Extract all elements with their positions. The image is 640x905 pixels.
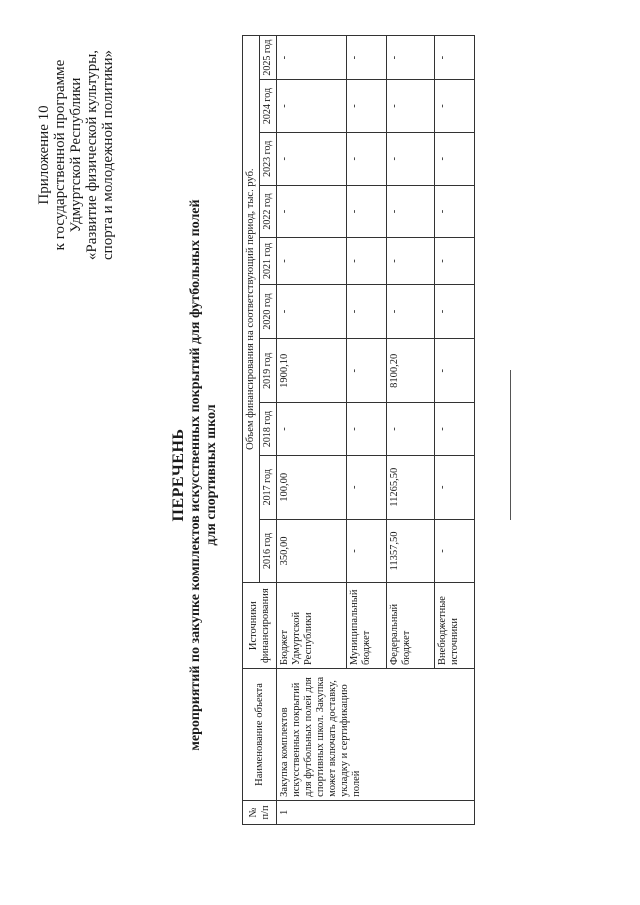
header-funding: Объем финансирования на соответствующий период, тыс. руб. bbox=[243, 36, 260, 583]
value-cell: - bbox=[435, 339, 475, 403]
table-row bbox=[277, 36, 347, 825]
value-cell: 100,00 bbox=[277, 455, 347, 519]
value-cell: 11265,50 bbox=[387, 455, 435, 519]
value-cell: - bbox=[435, 284, 475, 339]
source-cell: Муниципальный бюджет bbox=[347, 583, 387, 669]
funding-table bbox=[242, 35, 475, 825]
value-cell: - bbox=[435, 80, 475, 133]
value-cell: - bbox=[277, 36, 347, 80]
header-year: 2021 год bbox=[260, 238, 277, 284]
value-cell: - bbox=[387, 36, 435, 80]
value-cell: - bbox=[277, 132, 347, 185]
value-cell: - bbox=[387, 284, 435, 339]
object-name: Закупка комплектов искусственных покрытий для футбольных полей для спортивных школ. Закупка может включать доставку, укладку и сертификацию полей bbox=[277, 669, 475, 801]
header-source: Источники финансирования bbox=[243, 583, 277, 669]
appendix-line: к государственной программе bbox=[52, 59, 68, 251]
source-cell: Бюджет Удмуртской Республики bbox=[277, 583, 347, 669]
value-cell: - bbox=[347, 339, 387, 403]
header-year: 2023 год bbox=[260, 132, 277, 185]
value-cell: - bbox=[277, 185, 347, 238]
value-cell: - bbox=[347, 185, 387, 238]
document-title bbox=[170, 125, 220, 825]
value-cell: - bbox=[435, 519, 475, 583]
value-cell: - bbox=[347, 403, 387, 456]
value-cell: - bbox=[435, 455, 475, 519]
value-cell: - bbox=[347, 519, 387, 583]
value-cell: 1900,10 bbox=[277, 339, 347, 403]
value-cell: - bbox=[387, 80, 435, 133]
value-cell: - bbox=[347, 455, 387, 519]
header-year: 2016 год bbox=[260, 519, 277, 583]
value-cell: - bbox=[387, 238, 435, 284]
value-cell: - bbox=[347, 80, 387, 133]
appendix-note bbox=[36, 25, 116, 285]
title-main: ПЕРЕЧЕНЬ bbox=[170, 428, 187, 522]
appendix-line: «Развитие физической культуры, bbox=[84, 49, 100, 261]
value-cell: - bbox=[277, 80, 347, 133]
value-cell: - bbox=[435, 36, 475, 80]
header-year: 2017 год bbox=[260, 455, 277, 519]
header-year: 2024 год bbox=[260, 80, 277, 133]
appendix-line: Удмуртской Республики bbox=[68, 77, 84, 233]
signature-line bbox=[510, 370, 511, 520]
header-row-1 bbox=[243, 36, 260, 825]
header-object: Наименование объекта bbox=[243, 669, 277, 801]
appendix-line: Приложение 10 bbox=[36, 105, 52, 205]
row-number: 1 bbox=[277, 800, 475, 824]
value-cell: - bbox=[277, 284, 347, 339]
value-cell: - bbox=[347, 132, 387, 185]
value-cell: 11357,50 bbox=[387, 519, 435, 583]
header-year: 2020 год bbox=[260, 284, 277, 339]
title-sub-line1: мероприятий по закупке комплектов искусственных покрытий для футбольных полей bbox=[188, 199, 203, 751]
value-cell: - bbox=[435, 238, 475, 284]
value-cell: - bbox=[435, 185, 475, 238]
appendix-line: спорта и молодежной политики» bbox=[100, 50, 116, 260]
value-cell: - bbox=[435, 132, 475, 185]
header-year: 2025 год bbox=[260, 36, 277, 80]
value-cell: 8100,20 bbox=[387, 339, 435, 403]
value-cell: - bbox=[435, 403, 475, 456]
title-sub-line2: для спортивных школ bbox=[204, 404, 219, 546]
source-cell: Федеральный бюджет bbox=[387, 583, 435, 669]
source-cell: Внебюджетные источники bbox=[435, 583, 475, 669]
header-year: 2018 год bbox=[260, 403, 277, 456]
value-cell: - bbox=[277, 238, 347, 284]
value-cell: - bbox=[347, 238, 387, 284]
value-cell: - bbox=[347, 36, 387, 80]
header-year: 2022 год bbox=[260, 185, 277, 238]
value-cell: - bbox=[347, 284, 387, 339]
value-cell: - bbox=[387, 132, 435, 185]
value-cell: - bbox=[387, 185, 435, 238]
value-cell: - bbox=[277, 403, 347, 456]
value-cell: 350,00 bbox=[277, 519, 347, 583]
header-num: № п/п bbox=[243, 800, 277, 824]
header-year: 2019 год bbox=[260, 339, 277, 403]
value-cell: - bbox=[387, 403, 435, 456]
